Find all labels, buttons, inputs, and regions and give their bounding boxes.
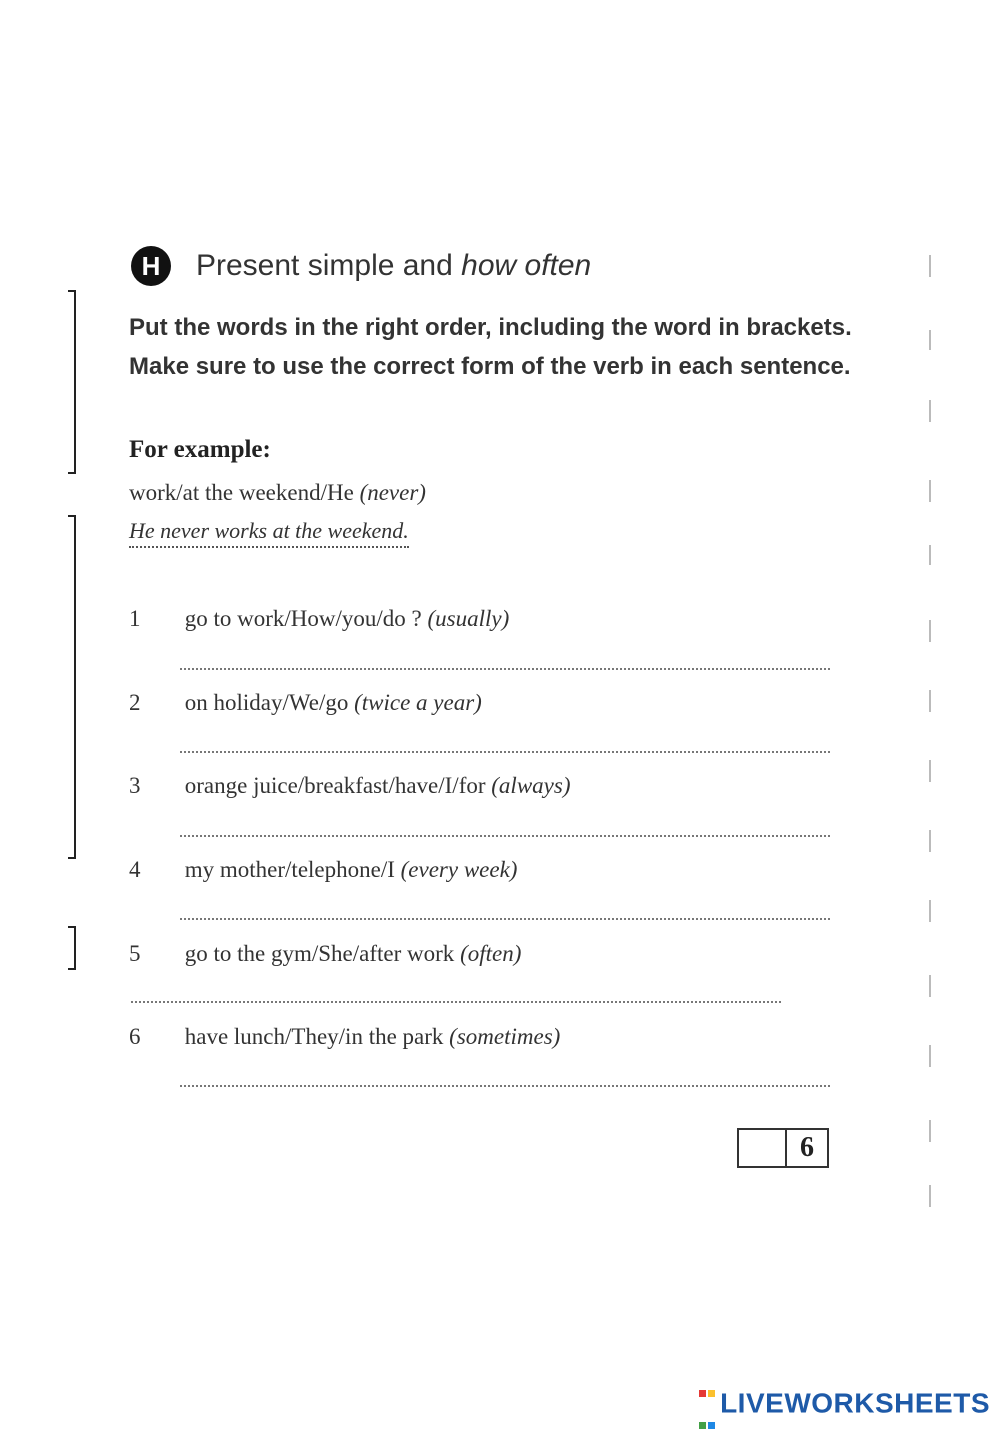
exercise-item-1 bbox=[129, 606, 509, 632]
section-title bbox=[196, 246, 591, 286]
item-words: orange juice/breakfast/have/I/for bbox=[184, 773, 486, 798]
item-number: 5 bbox=[129, 941, 141, 966]
item-number: 4 bbox=[129, 857, 141, 882]
item-words: go to the gym/She/after work bbox=[184, 941, 455, 966]
section-title-text: Present simple and bbox=[196, 249, 462, 282]
item-words: have lunch/They/in the park bbox=[184, 1024, 444, 1049]
example-prompt bbox=[129, 480, 426, 506]
page-edge-mark bbox=[929, 620, 931, 642]
example-label: For example: bbox=[129, 436, 271, 463]
page-edge-mark bbox=[929, 1120, 931, 1142]
exercise-item-4 bbox=[129, 857, 517, 883]
item-hint: (often) bbox=[460, 941, 522, 966]
margin-bracket bbox=[68, 926, 76, 970]
page-edge-mark bbox=[929, 830, 931, 852]
section-title-italic: how often bbox=[461, 249, 592, 282]
margin-bracket bbox=[68, 290, 76, 474]
answer-line-4[interactable] bbox=[180, 918, 830, 920]
score-total: 6 bbox=[800, 1132, 814, 1163]
page-edge-mark bbox=[929, 1185, 931, 1207]
item-words: go to work/How/you/do ? bbox=[184, 606, 422, 631]
example-words: work/at the weekend/He bbox=[129, 480, 354, 505]
item-number: 1 bbox=[129, 606, 141, 631]
item-hint: (sometimes) bbox=[449, 1024, 561, 1049]
logo-text: LIVEWORKSHEETS bbox=[720, 1387, 990, 1419]
exercise-item-3 bbox=[129, 773, 570, 799]
item-hint: (every week) bbox=[400, 857, 518, 882]
page-edge-mark bbox=[929, 975, 931, 997]
item-number: 2 bbox=[129, 690, 141, 715]
exercise-item-5 bbox=[129, 941, 521, 967]
answer-line-2[interactable] bbox=[180, 751, 830, 753]
item-hint: (usually) bbox=[427, 606, 510, 631]
score-input[interactable] bbox=[739, 1130, 787, 1166]
exercise-item-6 bbox=[129, 1024, 560, 1050]
answer-line-1[interactable] bbox=[180, 668, 830, 670]
margin-bracket bbox=[68, 515, 76, 859]
section-letter-badge: H bbox=[131, 246, 171, 286]
item-number: 6 bbox=[129, 1024, 141, 1049]
item-hint: (always) bbox=[491, 773, 571, 798]
page-edge-mark bbox=[929, 1045, 931, 1067]
page-edge-mark bbox=[929, 900, 931, 922]
page-edge-mark bbox=[929, 480, 931, 502]
answer-line-3[interactable] bbox=[180, 835, 830, 837]
page-edge-mark bbox=[929, 255, 931, 277]
score-box bbox=[737, 1128, 829, 1168]
item-words: my mother/telephone/I bbox=[184, 857, 395, 882]
liveworksheets-logo-icon bbox=[698, 1373, 716, 1437]
instructions: Put the words in the right order, including the word in brackets. Make sure to use the correct form of the verb in each sentence. bbox=[129, 314, 852, 380]
example-answer: He never works at the weekend. bbox=[129, 518, 409, 548]
exercise-item-2 bbox=[129, 690, 482, 716]
page-edge-mark bbox=[929, 690, 931, 712]
item-hint: (twice a year) bbox=[354, 690, 482, 715]
page-edge-mark bbox=[929, 330, 931, 350]
answer-line-6[interactable] bbox=[180, 1085, 830, 1087]
page-edge-mark bbox=[929, 400, 931, 422]
page-edge-mark bbox=[929, 760, 931, 782]
item-number: 3 bbox=[129, 773, 141, 798]
liveworksheets-logo bbox=[698, 1373, 990, 1437]
answer-line-5[interactable] bbox=[131, 1001, 781, 1003]
example-hint: (never) bbox=[359, 480, 426, 505]
page-edge-mark bbox=[929, 545, 931, 565]
item-words: on holiday/We/go bbox=[184, 690, 349, 715]
